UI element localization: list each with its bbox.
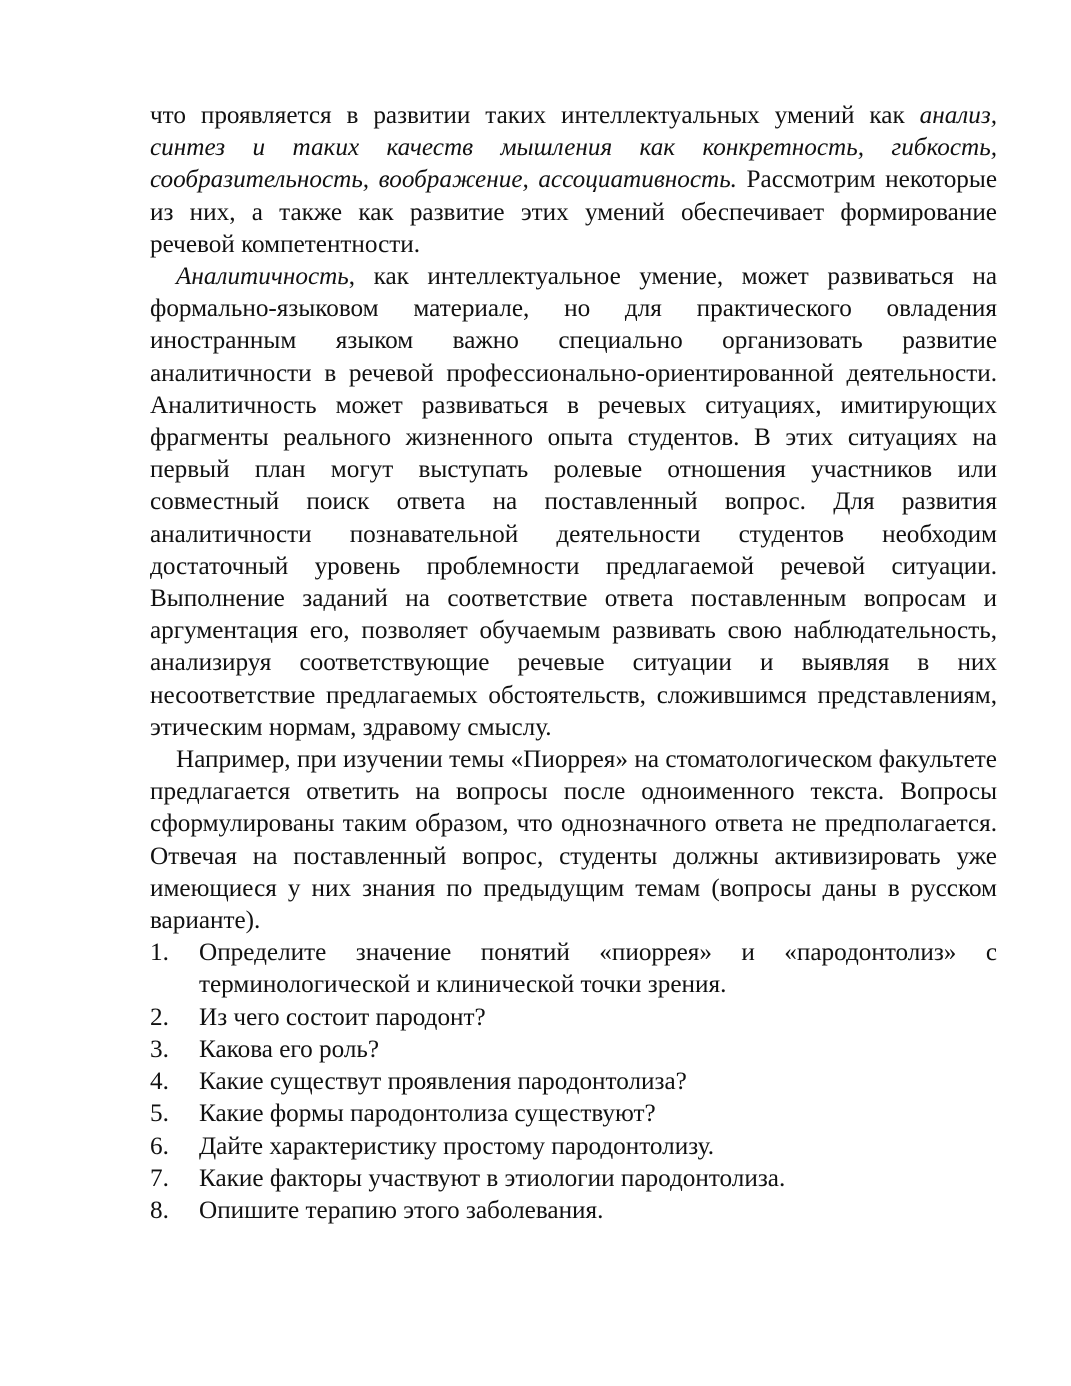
list-item <box>150 1002 997 1034</box>
list-item <box>150 1034 997 1066</box>
list-item-number: 3. <box>150 1035 169 1063</box>
list-item-text: Из чего состоит пародонт? <box>199 1003 486 1031</box>
list-item-number: 5. <box>150 1100 169 1128</box>
text-span: что проявляется в развитии таких интеллектуальных умений как <box>150 102 920 129</box>
list-item <box>150 1066 997 1098</box>
italic-text-span: Аналитичность <box>176 263 349 291</box>
list-item-text: Какие формы пародонтолиза существуют? <box>199 1100 656 1128</box>
text-span: Рассмотрим некоторые из них, а также как развитие этих умений обеспечивает формирование речевой компетентности. <box>150 166 998 258</box>
italic-text-span: анализ, синтез и таких качеств мышления как конкретность, гибкость, сообразительность, воображение, ассоциативность. <box>150 102 997 194</box>
list-item <box>150 1131 997 1163</box>
questions-list <box>150 937 997 1227</box>
list-item-number: 2. <box>150 1003 169 1031</box>
list-item-number: 1. <box>150 939 169 967</box>
list-item-number: 8. <box>150 1196 169 1224</box>
text-span: , как интеллектуальное умение, может развиваться на формально-языковом материале, но для практического овладения иностранным языком важно специально организовать развитие аналитичности в речевой профессионально-ориентированной деятельности. Аналитичность может развиваться в речевых ситуациях, имитирующих фрагменты реального жизненного опыта студентов. В этих ситуациях на первый план могут выступать ролевые отношения участников или совместный поиск ответа на поставленный вопрос. Для развития аналитичности познавательной деятельности студентов необходим достаточный уровень проблемности предлагаемой речевой ситуации. Выполнение заданий на соответствие ответа поставленным вопросам и аргументация его, позволяет обучаемым развивать свою наблюдательность, анализируя соответствующие речевые ситуации и выявляя в них несоответствие предлагаемых обстоятельств, сложившимся представлениям, этическим нормам, здравому смыслу. <box>150 263 997 741</box>
list-item-number: 7. <box>150 1164 169 1192</box>
paragraph-analiticity <box>150 261 997 744</box>
text-span: Например, при изучении темы «Пиоррея» на стоматологическом факультете предлагается ответить на вопросы после одноименного текста. Вопросы сформулированы таким образом, что однозначного ответа не предполагается. Отвечая на поставленный вопрос, студенты должны активизировать уже имеющиеся у них знания по предыдущим темам (вопросы даны в русском варианте). <box>150 746 997 935</box>
list-item-number: 6. <box>150 1132 169 1160</box>
list-item-text: Дайте характеристику простому пародонтолизу. <box>199 1132 715 1160</box>
list-item-number: 4. <box>150 1068 169 1096</box>
list-item-text: Какие факторы участвуют в этиологии пародонтолиза. <box>199 1164 786 1192</box>
paragraph-intro <box>150 100 997 261</box>
list-item-text: Определите значение понятий «пиоррея» и «пародонтолиз» с терминологической и клинической точки зрения. <box>199 939 997 999</box>
list-item-text: Какие существут проявления пародонтолиза? <box>199 1068 687 1096</box>
document-page <box>150 100 997 1227</box>
list-item <box>150 937 997 1001</box>
list-item-text: Какова его роль? <box>199 1035 380 1063</box>
list-item <box>150 1098 997 1130</box>
list-item <box>150 1163 997 1195</box>
list-item-text: Опишите терапию этого заболевания. <box>199 1196 604 1224</box>
body-text <box>150 100 997 937</box>
list-item <box>150 1195 997 1227</box>
paragraph-example <box>150 744 997 937</box>
